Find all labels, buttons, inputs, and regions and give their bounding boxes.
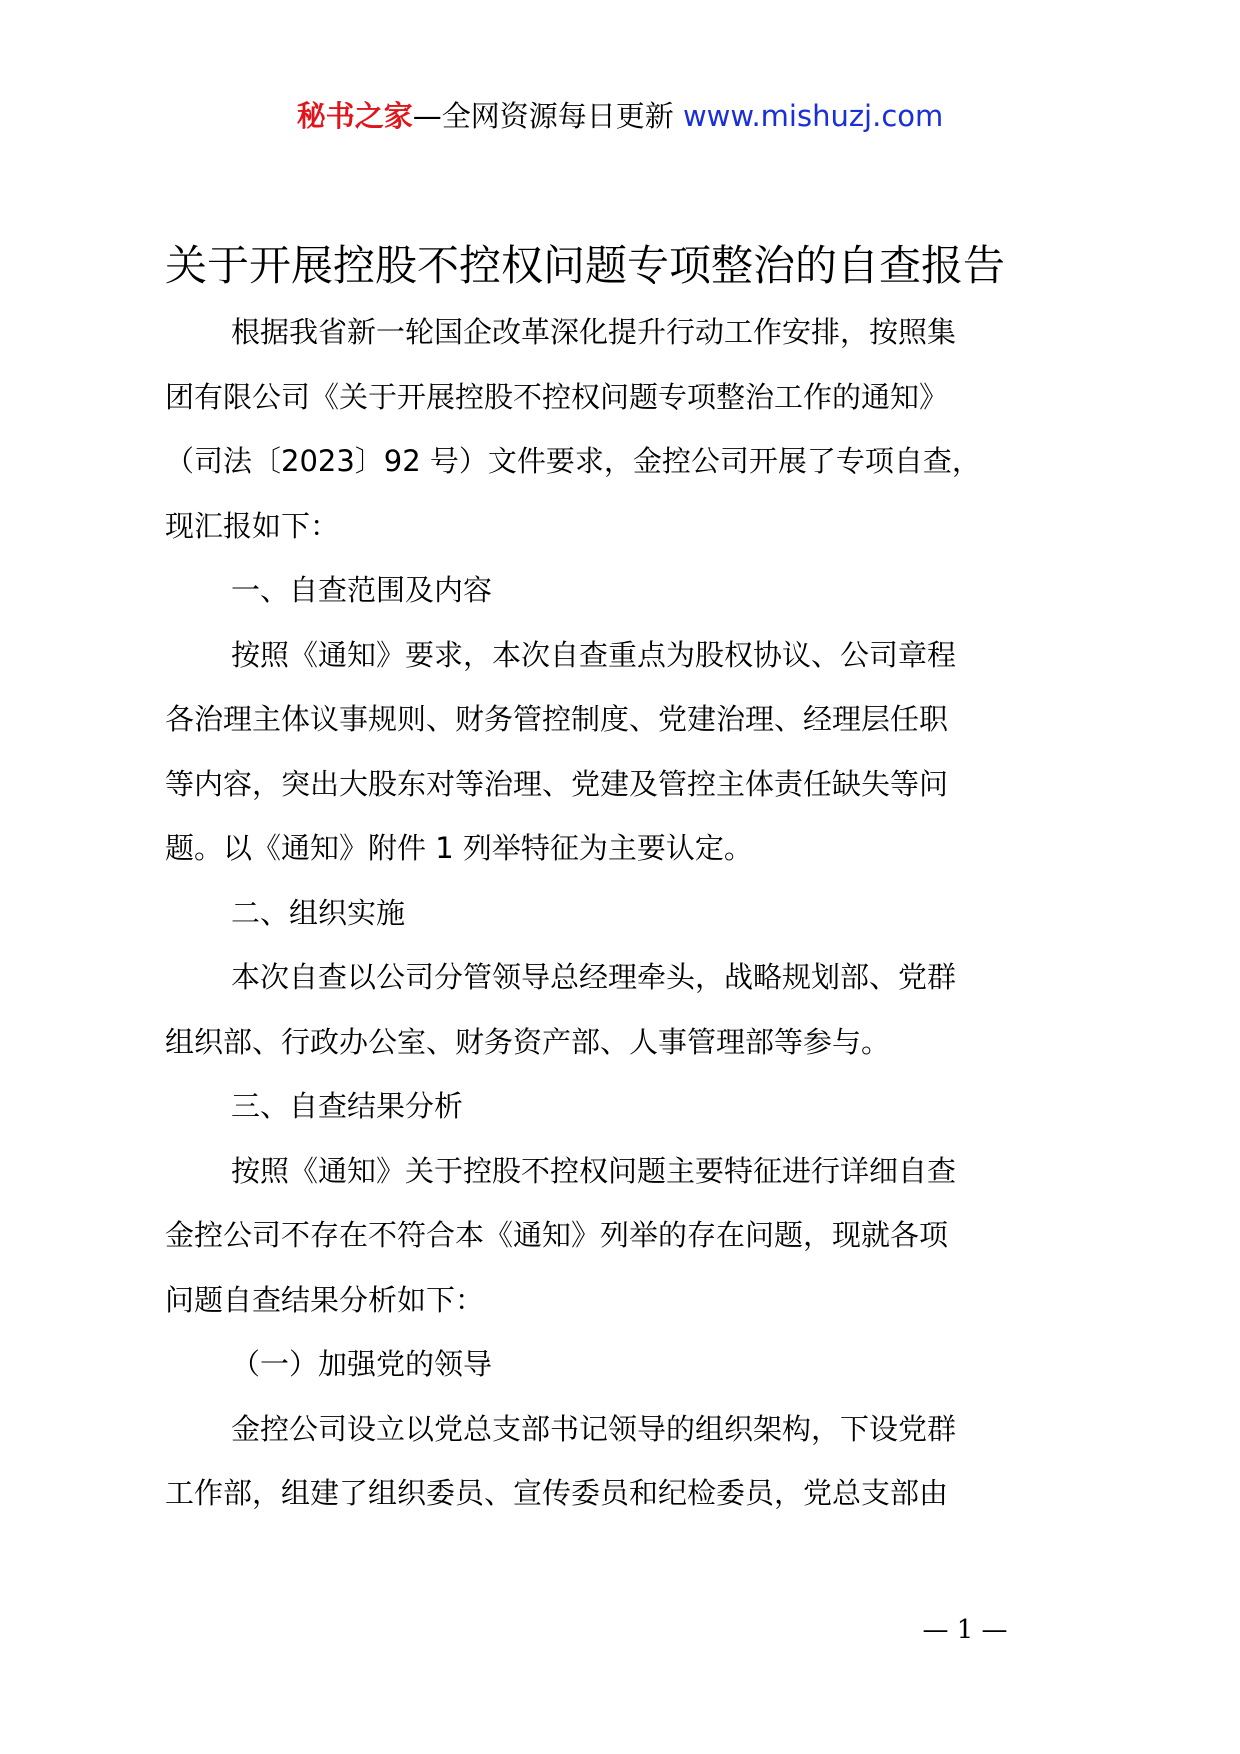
scope-paragraph: [165, 623, 1095, 881]
text-line: 金控公司不存在不符合本《通知》列举的存在问题，现就各项: [165, 1218, 949, 1252]
text-line: 等内容，突出大股东对等治理、党建及管控主体责任缺失等问: [165, 766, 949, 801]
text-line: 按照《通知》关于控股不控权问题主要特征进行详细自查: [231, 1153, 957, 1188]
text-line: 题。以《通知》附件 1 列举特征为主要认定。: [165, 831, 753, 865]
party-leadership-paragraph: [165, 1397, 1095, 1526]
section-heading-organization: [165, 881, 1095, 946]
heading-text: 一、自查范围及内容: [231, 573, 493, 607]
text-line: 问题自查结果分析如下：: [165, 1282, 485, 1317]
document-title: 关于开展控股不控权问题专项整治的自查报告: [165, 241, 1006, 290]
document-body: [165, 300, 1095, 1526]
site-banner: [0, 96, 1240, 136]
heading-text: （一）加强党的领导: [231, 1347, 493, 1381]
text-line: 组织部、行政办公室、财务资产部、人事管理部等参与。: [165, 1024, 891, 1059]
text-line: 金控公司设立以党总支部书记领导的组织架构，下设党群: [231, 1411, 957, 1446]
text-line: 现汇报如下：: [165, 508, 340, 543]
text-line: 本次自查以公司分管领导总经理牵头，战略规划部、党群: [231, 960, 957, 994]
subsection-heading-party-leadership: [165, 1332, 1095, 1397]
text-line: 根据我省新一轮国企改革深化提升行动工作安排，按照集: [231, 315, 957, 349]
text-line: 工作部，组建了组织委员、宣传委员和纪检委员，党总支部由: [165, 1476, 949, 1510]
brand-name: 秘书之家: [296, 99, 413, 133]
text-line: （司法〔2023〕92 号）文件要求，金控公司开展了专项自查，: [165, 444, 981, 478]
page-number: — 1 —: [922, 1615, 1008, 1645]
heading-text: 二、组织实施: [231, 895, 406, 930]
banner-url-link[interactable]: www.mishuzj.com: [682, 99, 944, 133]
organization-paragraph: [165, 945, 1095, 1074]
banner-tagline: —全网资源每日更新: [412, 99, 674, 133]
text-line: 团有限公司《关于开展控股不控权问题专项整治工作的通知》: [165, 379, 949, 414]
intro-paragraph: [165, 300, 1095, 558]
section-heading-scope: [165, 558, 1095, 623]
text-line: 按照《通知》要求，本次自查重点为股权协议、公司章程: [231, 637, 957, 672]
results-paragraph: [165, 1139, 1095, 1333]
heading-text: 三、自查结果分析: [231, 1089, 464, 1123]
text-line: 各治理主体议事规则、财务管控制度、党建治理、经理层任职: [165, 702, 949, 736]
section-heading-results: [165, 1074, 1095, 1139]
